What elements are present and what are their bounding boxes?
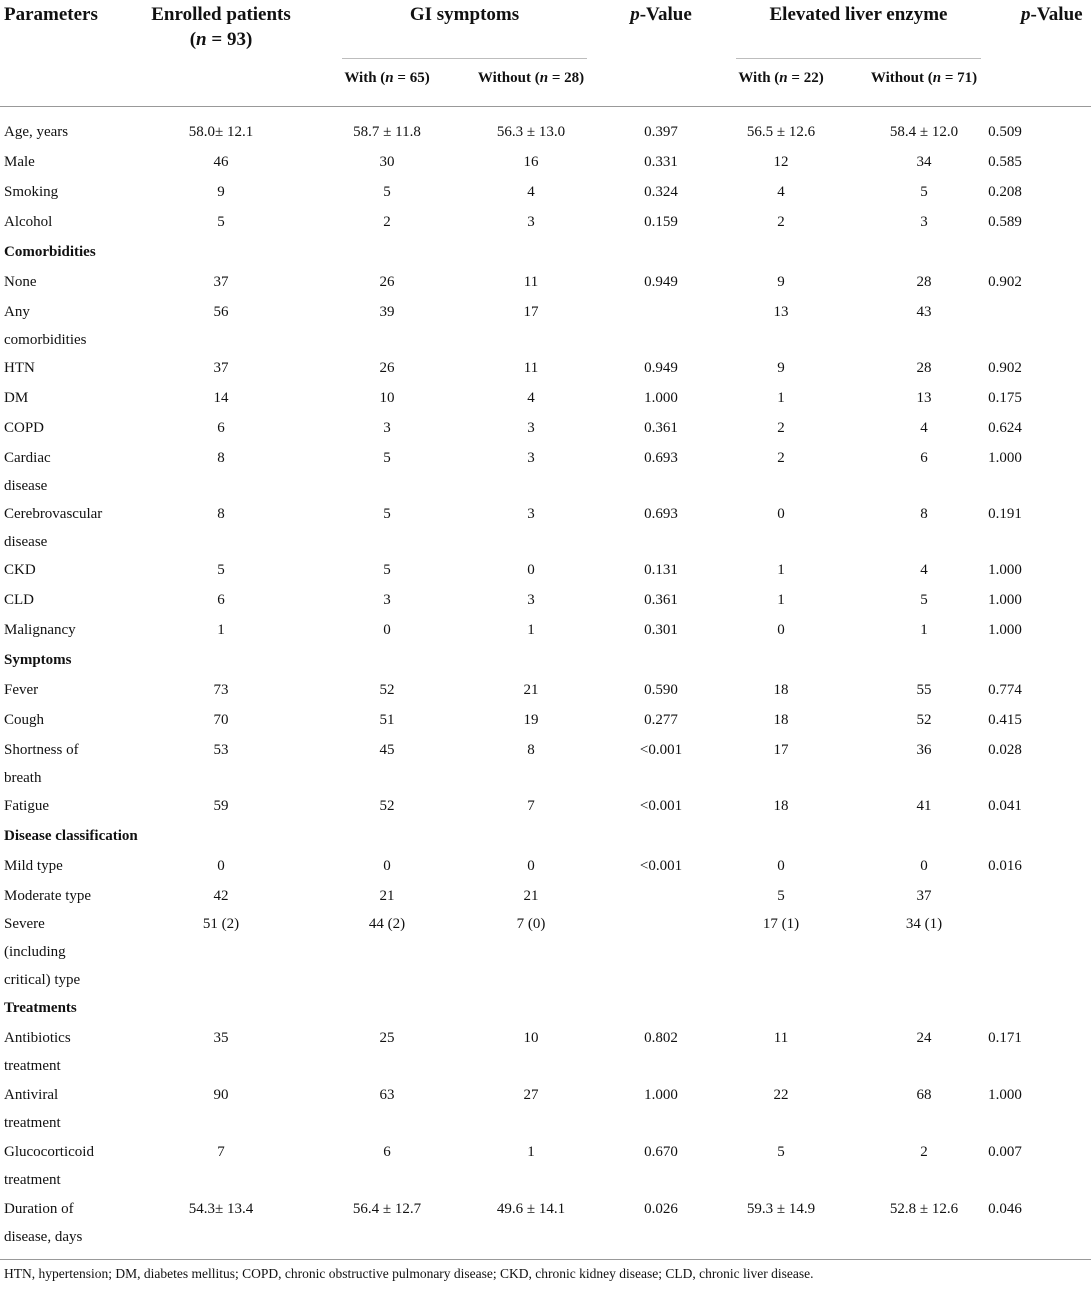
cell-gi-without: 8 <box>527 742 535 758</box>
cell-enrolled: 6 <box>217 592 225 608</box>
row-label-line: Age, years <box>4 124 69 140</box>
cell-liver-without: 41 <box>916 798 932 814</box>
cell-gi-without: 49.6 ± 14.1 <box>496 1201 566 1217</box>
row-label-line: Cardiac <box>4 450 51 466</box>
cell-gi-with: 0 <box>383 622 391 638</box>
cell-gi-with: 58.7 ± 11.8 <box>353 124 421 140</box>
cell-gi-with: 30 <box>379 154 395 170</box>
cell-liver-without: 58.4 ± 12.0 <box>889 124 959 140</box>
cell-liver-p-value: 1.000 <box>988 450 1022 466</box>
cell-enrolled: 54.3± 13.4 <box>188 1201 254 1217</box>
cell-enrolled: 58.0± 12.1 <box>188 124 254 140</box>
cell-gi-with: 21 <box>379 888 395 904</box>
cell-gi-without: 7 <box>527 798 535 814</box>
cell-enrolled: 73 <box>213 682 229 698</box>
cell-liver-without: 4 <box>920 562 928 578</box>
header-gi-without: Without (n = 28) <box>477 70 585 86</box>
header-liver-without: Without (n = 71) <box>870 70 978 86</box>
cell-gi-without: 1 <box>527 622 535 638</box>
cell-liver-without: 2 <box>920 1144 928 1160</box>
cell-gi-with: 52 <box>379 682 395 698</box>
cell-enrolled: 5 <box>217 562 225 578</box>
header-bottom-rule <box>0 106 1091 107</box>
cell-gi-with: 0 <box>383 858 391 874</box>
cell-liver-p-value: 0.208 <box>988 184 1022 200</box>
row-label-line: Male <box>4 154 35 170</box>
row-label-line: Malignancy <box>4 622 76 638</box>
row-label-line: Treatments <box>4 1000 77 1016</box>
row-label-line: treatment <box>4 1058 61 1074</box>
row-label <box>4 444 51 500</box>
cell-gi-with: 26 <box>379 360 395 376</box>
cell-liver-without: 24 <box>916 1030 932 1046</box>
cell-enrolled: 0 <box>217 858 225 874</box>
cell-liver-with: 11 <box>773 1030 789 1046</box>
cell-gi-with: 63 <box>379 1087 395 1103</box>
cell-liver-without: 68 <box>916 1087 932 1103</box>
row-label-line: breath <box>4 770 42 786</box>
cell-gi-p-value: 0.331 <box>644 154 678 170</box>
cell-liver-without: 34 <box>916 154 932 170</box>
header-enrolled-n: (n = 93) <box>189 29 253 50</box>
row-label <box>4 414 44 442</box>
cell-enrolled: 5 <box>217 214 225 230</box>
row-label-line: HTN <box>4 360 35 376</box>
cell-liver-p-value: 0.509 <box>988 124 1022 140</box>
cell-gi-p-value: 0.361 <box>644 420 678 436</box>
row-label <box>4 556 36 584</box>
row-label <box>4 676 38 704</box>
cell-liver-without: 37 <box>916 888 932 904</box>
cell-liver-p-value: 1.000 <box>988 622 1022 638</box>
cell-gi-without: 3 <box>527 592 535 608</box>
row-label-line: DM <box>4 390 29 406</box>
cell-liver-p-value: 0.774 <box>988 682 1022 698</box>
cell-gi-without: 4 <box>527 184 535 200</box>
row-label <box>4 616 76 644</box>
row-label <box>4 736 79 792</box>
cell-gi-p-value: 0.026 <box>644 1201 678 1217</box>
row-label-line: treatment <box>4 1115 61 1131</box>
liver-group-rule <box>736 58 981 59</box>
cell-gi-without: 0 <box>527 858 535 874</box>
row-label <box>4 1081 61 1137</box>
row-label <box>4 354 35 382</box>
cell-enrolled: 9 <box>217 184 225 200</box>
cell-enrolled: 35 <box>213 1030 229 1046</box>
row-label <box>4 852 63 880</box>
cell-liver-with: 18 <box>773 682 789 698</box>
cell-liver-with: 1 <box>777 390 785 406</box>
cell-gi-without: 3 <box>527 420 535 436</box>
cell-gi-without: 11 <box>523 274 539 290</box>
row-label <box>4 268 37 296</box>
cell-liver-without: 3 <box>920 214 928 230</box>
cell-liver-with: 59.3 ± 14.9 <box>746 1201 816 1217</box>
row-label-line: Mild type <box>4 858 63 874</box>
header-gi-symptoms: GI symptoms <box>409 4 520 25</box>
header-p-value-1: p-Value <box>630 4 692 25</box>
cell-liver-p-value: 0.175 <box>988 390 1022 406</box>
cell-gi-with: 25 <box>379 1030 395 1046</box>
cell-liver-p-value: 0.041 <box>988 798 1022 814</box>
cell-liver-without: 52.8 ± 12.6 <box>889 1201 959 1217</box>
cell-liver-p-value: 0.007 <box>988 1144 1022 1160</box>
cell-gi-p-value: <0.001 <box>639 742 683 758</box>
cell-gi-with: 10 <box>379 390 395 406</box>
cell-gi-p-value: 1.000 <box>644 1087 678 1103</box>
cell-gi-without: 16 <box>523 154 539 170</box>
row-label-line: Shortness of <box>4 742 79 758</box>
cell-liver-with: 17 <box>773 742 789 758</box>
cell-liver-without: 36 <box>916 742 932 758</box>
cell-enrolled: 42 <box>213 888 229 904</box>
cell-liver-without: 28 <box>916 360 932 376</box>
cell-enrolled: 59 <box>213 798 229 814</box>
cell-gi-with: 3 <box>383 592 391 608</box>
row-label-line: None <box>4 274 37 290</box>
row-label-line: Antibiotics <box>4 1030 71 1046</box>
cell-liver-without: 1 <box>920 622 928 638</box>
row-label <box>4 148 35 176</box>
cell-gi-p-value: 0.397 <box>644 124 678 140</box>
cell-gi-p-value: 0.693 <box>644 506 678 522</box>
cell-enrolled: 7 <box>217 1144 225 1160</box>
cell-gi-without: 10 <box>523 1030 539 1046</box>
cell-liver-p-value: 0.902 <box>988 274 1022 290</box>
row-label-line: Duration of <box>4 1201 74 1217</box>
cell-enrolled: 37 <box>213 274 229 290</box>
cell-liver-with: 0 <box>777 506 785 522</box>
cell-gi-with: 45 <box>379 742 395 758</box>
cell-gi-without: 17 <box>523 304 539 320</box>
cell-gi-without: 3 <box>527 506 535 522</box>
cell-gi-with: 56.4 ± 12.7 <box>352 1201 422 1217</box>
cell-gi-without: 3 <box>527 450 535 466</box>
table-bottom-rule <box>0 1259 1091 1260</box>
row-label-line: Any <box>4 304 30 320</box>
row-label-line: disease, days <box>4 1229 83 1245</box>
table-footnote: HTN, hypertension; DM, diabetes mellitus; COPD, chronic obstructive pulmonary disease; CKD, chronic kidney disease; CLD, chronic liver disease. <box>4 1266 814 1281</box>
cell-liver-without: 5 <box>920 184 928 200</box>
cell-enrolled: 37 <box>213 360 229 376</box>
cell-liver-without: 55 <box>916 682 932 698</box>
cell-liver-p-value: 0.902 <box>988 360 1022 376</box>
cell-gi-p-value: 0.693 <box>644 450 678 466</box>
cell-liver-p-value: 0.589 <box>988 214 1022 230</box>
cell-liver-with: 2 <box>777 450 785 466</box>
header-elevated-liver: Elevated liver enzyme <box>769 4 948 25</box>
cell-enrolled: 53 <box>213 742 229 758</box>
row-label-line: Disease classification <box>4 828 138 844</box>
row-label <box>4 882 91 910</box>
row-label-line: Cerebrovascular <box>4 506 103 522</box>
section-heading <box>4 994 77 1022</box>
row-label <box>4 384 28 412</box>
cell-gi-without: 1 <box>527 1144 535 1160</box>
row-label-line: COPD <box>4 420 45 436</box>
row-label <box>4 586 34 614</box>
header-liver-with: With (n = 22) <box>738 70 824 86</box>
cell-liver-without: 8 <box>920 506 928 522</box>
row-label <box>4 298 87 354</box>
cell-liver-without: 43 <box>916 304 932 320</box>
cell-liver-p-value: 0.415 <box>988 712 1022 728</box>
cell-enrolled: 6 <box>217 420 225 436</box>
cell-liver-with: 22 <box>773 1087 789 1103</box>
cell-gi-without: 4 <box>527 390 535 406</box>
cell-liver-with: 2 <box>777 420 785 436</box>
cell-gi-p-value: 0.802 <box>644 1030 678 1046</box>
cell-gi-without: 11 <box>523 360 539 376</box>
cell-liver-with: 0 <box>777 622 785 638</box>
row-label-line: critical) type <box>4 972 81 988</box>
cell-liver-without: 13 <box>916 390 932 406</box>
cell-gi-p-value: 0.159 <box>644 214 678 230</box>
row-label <box>4 500 102 556</box>
cell-liver-with: 17 (1) <box>762 916 800 932</box>
cell-liver-with: 13 <box>773 304 789 320</box>
row-label-line: Fever <box>4 682 39 698</box>
cell-gi-p-value: 0.670 <box>644 1144 678 1160</box>
cell-enrolled: 1 <box>217 622 225 638</box>
row-label-line: Cough <box>4 712 45 728</box>
cell-gi-without: 19 <box>523 712 539 728</box>
cell-liver-p-value: 0.171 <box>988 1030 1022 1046</box>
cell-gi-without: 0 <box>527 562 535 578</box>
row-label-line: disease <box>4 534 48 550</box>
cell-liver-p-value: 1.000 <box>988 592 1022 608</box>
cell-gi-p-value: <0.001 <box>639 798 683 814</box>
row-label-line: Comorbidities <box>4 244 96 260</box>
cell-liver-with: 5 <box>777 1144 785 1160</box>
row-label-line: Smoking <box>4 184 59 200</box>
cell-enrolled: 51 (2) <box>202 916 240 932</box>
cell-gi-p-value: 0.131 <box>644 562 678 578</box>
cell-gi-p-value: 0.949 <box>644 360 678 376</box>
cell-enrolled: 90 <box>213 1087 229 1103</box>
row-label-line: (including <box>4 944 66 960</box>
cell-gi-p-value: <0.001 <box>639 858 683 874</box>
cell-gi-p-value: 0.324 <box>644 184 678 200</box>
cell-liver-with: 5 <box>777 888 785 904</box>
cell-enrolled: 70 <box>213 712 229 728</box>
row-label-line: disease <box>4 478 48 494</box>
cell-gi-without: 21 <box>523 682 539 698</box>
cell-gi-without: 56.3 ± 13.0 <box>496 124 566 140</box>
header-parameters: Parameters <box>4 4 98 25</box>
cell-gi-p-value: 1.000 <box>644 390 678 406</box>
cell-gi-with: 51 <box>379 712 395 728</box>
row-label <box>4 178 58 206</box>
cell-gi-without: 3 <box>527 214 535 230</box>
cell-liver-without: 28 <box>916 274 932 290</box>
cell-liver-p-value: 0.191 <box>988 506 1022 522</box>
cell-enrolled: 8 <box>217 450 225 466</box>
cell-gi-with: 5 <box>383 450 391 466</box>
section-heading <box>4 238 96 266</box>
cell-liver-without: 34 (1) <box>905 916 943 932</box>
cell-gi-p-value: 0.949 <box>644 274 678 290</box>
header-gi-with: With (n = 65) <box>344 70 430 86</box>
cell-liver-with: 56.5 ± 12.6 <box>746 124 816 140</box>
row-label <box>4 706 44 734</box>
row-label <box>4 208 52 236</box>
cell-gi-with: 5 <box>383 562 391 578</box>
row-label-line: treatment <box>4 1172 61 1188</box>
cell-gi-without: 21 <box>523 888 539 904</box>
cell-gi-with: 39 <box>379 304 395 320</box>
cell-liver-with: 1 <box>777 562 785 578</box>
cell-gi-p-value: 0.361 <box>644 592 678 608</box>
cell-liver-p-value: 0.046 <box>988 1201 1022 1217</box>
gi-group-rule <box>342 58 587 59</box>
cell-liver-without: 0 <box>920 858 928 874</box>
row-label-line: CKD <box>4 562 36 578</box>
cell-gi-with: 5 <box>383 506 391 522</box>
row-label-line: Fatigue <box>4 798 49 814</box>
cell-gi-p-value: 0.277 <box>644 712 678 728</box>
cell-gi-p-value: 0.590 <box>644 682 678 698</box>
cell-gi-without: 7 (0) <box>516 916 546 932</box>
row-label-line: Symptoms <box>4 652 72 668</box>
cell-enrolled: 46 <box>213 154 229 170</box>
cell-gi-with: 44 (2) <box>368 916 406 932</box>
cell-liver-with: 0 <box>777 858 785 874</box>
cell-liver-without: 52 <box>916 712 932 728</box>
cell-liver-with: 1 <box>777 592 785 608</box>
row-label-line: CLD <box>4 592 34 608</box>
cell-liver-with: 9 <box>777 360 785 376</box>
cell-liver-p-value: 1.000 <box>988 1087 1022 1103</box>
cell-liver-with: 4 <box>777 184 785 200</box>
row-label-line: Moderate type <box>4 888 92 904</box>
row-label <box>4 1138 94 1194</box>
section-heading <box>4 822 138 850</box>
cell-liver-with: 9 <box>777 274 785 290</box>
row-label-line: comorbidities <box>4 332 87 348</box>
section-heading <box>4 646 72 674</box>
cell-liver-without: 6 <box>920 450 928 466</box>
cell-liver-without: 4 <box>920 420 928 436</box>
cell-gi-with: 26 <box>379 274 395 290</box>
row-label-line: Severe <box>4 916 45 932</box>
cell-liver-p-value: 1.000 <box>988 562 1022 578</box>
row-label-line: Antiviral <box>4 1087 59 1103</box>
row-label <box>4 118 68 146</box>
cell-gi-with: 2 <box>383 214 391 230</box>
row-label <box>4 1024 71 1080</box>
header-p-value-2: p-Value <box>1021 4 1083 25</box>
row-label <box>4 910 80 994</box>
cell-enrolled: 56 <box>213 304 229 320</box>
cell-enrolled: 8 <box>217 506 225 522</box>
cell-liver-p-value: 0.585 <box>988 154 1022 170</box>
cell-liver-p-value: 0.624 <box>988 420 1022 436</box>
cell-liver-p-value: 0.016 <box>988 858 1022 874</box>
row-label <box>4 792 49 820</box>
cell-liver-with: 18 <box>773 712 789 728</box>
row-label-line: Alcohol <box>4 214 53 230</box>
row-label-line: Glucocorticoid <box>4 1144 94 1160</box>
row-label <box>4 1195 82 1251</box>
cell-liver-with: 18 <box>773 798 789 814</box>
cell-gi-p-value: 0.301 <box>644 622 678 638</box>
cell-gi-with: 52 <box>379 798 395 814</box>
header-enrolled: Enrolled patients <box>151 4 291 25</box>
cell-liver-with: 12 <box>773 154 789 170</box>
cell-gi-with: 3 <box>383 420 391 436</box>
cell-liver-without: 5 <box>920 592 928 608</box>
cell-gi-with: 6 <box>383 1144 391 1160</box>
cell-gi-with: 5 <box>383 184 391 200</box>
cell-gi-without: 27 <box>523 1087 539 1103</box>
cell-liver-with: 2 <box>777 214 785 230</box>
cell-enrolled: 14 <box>213 390 229 406</box>
cell-liver-p-value: 0.028 <box>988 742 1022 758</box>
